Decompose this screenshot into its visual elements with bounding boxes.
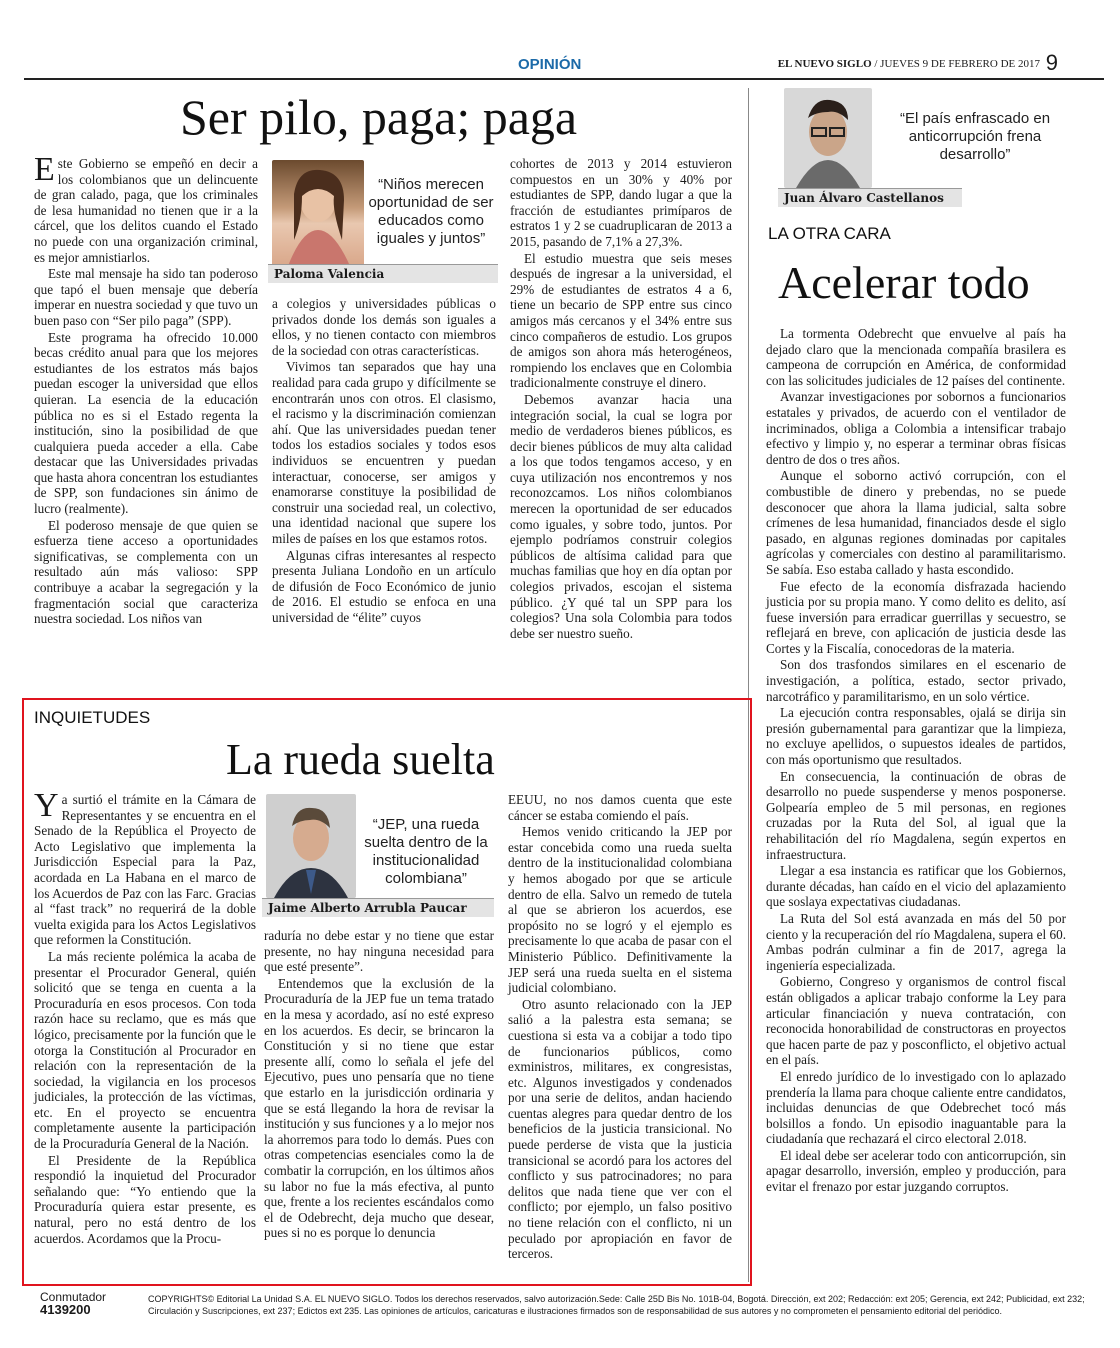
article1-p6: Vivimos tan separados que hay una realidad para cada grupo y difícilmente se encontrarán unos con otros. El clasismo, el racismo y la discriminación comienzan ahí. Que las universidades puedan tener todos los estadios sociales y todos esos individuos se encuentren y puedan interactuar, conocerse, ser amigos y enamorarse constituye la posibilidad de construir una sociedad real, un colectivo, una identidad nacional que supere los miles de países en los que estamos rotos. <box>272 359 496 546</box>
article2-p6: La ejecución contra responsables, ojalá se dirija sin presión gubernamental para garantizar que la limpieza, no excluye apellidos, o supuestos ideales de partidos, con más oportunismo que resultados. <box>766 705 1066 768</box>
article2-p11: El enredo jurídico de lo investigado con lo aplazado prendería la llama para choque caliente entre candidatos, incluidas denuncias de que Odebrechet tocó más bolsillos a fondo. Un episodio inaguantable para la ciudadanía que rechazará el circo electoral 2.018. <box>766 1068 1066 1147</box>
article3-photo <box>266 794 356 898</box>
article1-col2 <box>272 296 496 626</box>
copyright-text: COPYRIGHTS© Editorial La Unidad S.A. EL NUEVO SIGLO. Todos los derechos reservados, salvo autorización.Sede: Calle 25D Bis No. 101B-04, Bogotá. Dirección, ext 202; Redacción: ext 205; Gerencia, ext 242; Publicidad, ext 232; Circulación y Suscripciones, ext 237; Edictos ext 235. Las opiniones de artículos, caricaturas e ilustraciones firmados son de responsabilidad de sus autores y no comprometen el pensamiento editorial del periódico. <box>148 1294 1085 1316</box>
article1-title: Ser pilo, paga; paga <box>180 89 578 145</box>
portrait-illustration <box>272 160 364 266</box>
masthead <box>778 58 1040 70</box>
article1-col1: Este Gobierno se empeñó en decir a los colombianos que un delincuente de gran calado, paga, que los criminales de lesa humanidad no tienen que ir a la cárcel, que los delitos cuando el Estado no puede con una organización criminal, es mejor amnistiarlos. Este mal mensaje ha sido tan poderoso que tapó el buen mensaje que debería imperar en nuestra sociedad y que tuvo un buen paso con “Ser pilo paga” (SPP). Este programa ha ofrecido 10.000 becas crédito anual para que los mejores estudiantes de los estratos más bajos puedan escoger la universidad que ellos quieran. La esencia de la educación pública no es si el Estado regenta la institución, sino la posibilidad de que cualquiera pueda acceder a ella. Cabe destacar que las Universidades privadas que hasta ahora concentran los estudiantes de SPP, son fundaciones sin ánimo de lucro (realmente). El poderoso mensaje de que quien se esfuerza tiene acceso a oportunidades significativas, se complementa con un resultado aún más valioso: SPP contribuye a acabar la segregación y la fragmentación social que caracteriza nuestra sociedad. Los niños van <box>34 151 258 627</box>
article3-col1: Ya surtió el trámite en la Cámara de Representantes y se encuentra en el Senado de la República el Proyecto de Acto Legislativo que implementa la Jurisdicción Especial para la Paz, acordada en La Habana en el marco de los Acuerdos de Paz con las Farc. Gracias al “fast track” no requerirá de la doble vuelta exigida para los Actos Legislativos que reformen la Constitución. La más reciente polémica la acaba de presentar el Procurador General, quién solicitó que se tenga en cuenta a la Procuraduría en esos procesos. Con toda razón hace su reclamo, que es más que lógico, precisamente por la función que le otorga la Constitución al Procurador en relación con la representación de la sociedad, la vigilancia en los procesos judiciales, la protección de las víctimas, etc. En el proyecto se encuentra completamente ausente la participación de la Procuraduría General de la Nación. El Presidente de la República respondió la inquietud del Procurador señalando que: “Yo entiendo que la Procuraduría quiera estar presente, es natural, pero no está dentro de los acuerdos. Acordamos que la Procu- <box>34 787 256 1246</box>
article1-p3: Este programa ha ofrecido 10.000 becas crédito anual para que los mejores estudiantes de los estratos más bajos puedan escoger la universidad que ellos quieran. La esencia de la educación pública no es si el Estado regenta la institución, sino la posibilidad de que cualquiera pueda acceder a ella. Cabe destacar que las Universidades privadas que hasta ahora concentran los estudiantes de SPP, son fundaciones sin ánimo de lucro (realmente). <box>34 329 258 517</box>
article3-kicker: INQUIETUDES <box>34 708 151 727</box>
article3-p4: raduría no debe estar y no tiene que estar presente, no hay ninguna necesidad para que esté presente”. <box>264 928 494 975</box>
switchboard-number: 4139200 <box>40 1302 91 1317</box>
article1-p8: cohortes de 2013 y 2014 estuvieron compuestos en un 30% y 40% por estudiantes de SPP, dando lugar a que la fracción de estudiantes primíparos de estratos 1 y 2 se cuadruplicaran de 2013 a 2015, pasando de 7,1% a 27,3%. <box>510 156 732 249</box>
article3-col3 <box>508 792 732 1263</box>
article2-p2: Avanzar investigaciones por sobornos a funcionarios estatales y privados, de acuerdo con el ventilador de incriminados, obliga a Colombia a intensificar trabajo efectivo y limpio y, no esperar a terminar obras físicas dentro de dos o tres años. <box>766 389 1066 467</box>
article1-p5: a colegios y universidades públicas o privados donde los demás son iguales a ellos, y no tienen contacto con miembros de la sociedad con otras características. <box>272 296 496 358</box>
article2-p10: Gobierno, Congreso y organismos de control fiscal están obligados a aplicar trabajo conforme la Ley para articular financiación y nueva contratación, con reconocida honorabilidad de constructoras en proyectos que hacen parte de paz y posconflicto, el objetivo actual en el país. <box>766 974 1066 1068</box>
article1-p2: Este mal mensaje ha sido tan poderoso que tapó el buen mensaje que debería imperar en nuestra sociedad y que tuvo un buen paso con “Ser pilo paga” (SPP). <box>34 266 258 328</box>
article3-title: La rueda suelta <box>226 735 495 784</box>
article1-p7: Algunas cifras interesantes al respecto presenta Juliana Londoño en un artículo de difusión de Foco Económico de junio de 2016. El estudio se enfoca en una universidad de “élite” cuyos <box>272 547 496 625</box>
article1-p9: El estudio muestra que seis meses después de ingresar a la universidad, el 29% de estudiantes de estratos 4 a 6, tiene un becario de SPP entre sus cinco amigos más cercanos y el 34% entre sus cinco compañeros de estudio. Los grupos de amigos son ahora más heterogéneos, rompiendo los enclaves que en Colombia tradicionalmente construye el dinero. <box>510 250 732 391</box>
article2-p12: El ideal debe ser acelerar todo con anticorrupción, sin apagar desarrollo, inversión, empleo y producción, para evitar el frenazo por estar juzgando corruptos. <box>766 1147 1066 1195</box>
page-number: 9 <box>1045 50 1058 75</box>
article1-photo <box>272 160 364 266</box>
header-rule <box>24 78 1104 80</box>
article3-p2: La más reciente polémica la acaba de presentar el Procurador General, quién solicitó que se tenga en cuenta a la Procuraduría en esos procesos. Con toda razón hace su reclamo, que es más que lógico, precisamente por la función que le otorga la Constitución al Procurador en relación con la representación de la sociedad, la vigilancia en los procesos judiciales, la protección de las víctimas, etc. En el proyecto se encuentra completamente ausente la participación de la Procuraduría General de la Nación. <box>34 948 256 1152</box>
article3-author-bar: Jaime Alberto Arrubla Paucar <box>262 898 494 917</box>
article2-body <box>766 326 1066 1196</box>
article2-p9: La Ruta del Sol está avanzada en más del 50 por ciento y la recuperación del río Magdalena, supera el 60. Ambas podrán culminar a fin de 2017, agrega la ingeniería especializada. <box>766 910 1066 973</box>
article3-p8: Otro asunto relacionado con la JEP salió a la palestra esta semana; se cuestiona si esta va a cobijar a todo tipo de funcionarios públicos, como exministros, militares, ex congresistas, etc. Algunos investigados y condenados por una serie de delitos, andan haciendo cuentas alegres para quedar dentro de los beneficios de la justicia transicional. No puede perderse de vista que la justicia transicional se acordó para los actores del conflicto y sus patrocinadores; no para delitos que nada tiene que ver con el conflicto; por ejemplo, un falso positivo no tiene relación con el conflicto, ni un peculado por apropiación en favor de terceros. <box>508 996 732 1262</box>
issue-date: / JUEVES 9 DE FEBRERO DE 2017 <box>874 58 1040 70</box>
article3-p7: Hemos venido criticando la JEP por estar concebida como una rueda suelta dentro de la institucionalidad colombiana y hemos abogado por que se articule dentro de ella. Salvo un remedo de tutela al que se abrieron los acuerdos, ese propósito no se logró y el ejemplo es precisamente lo que acaba de pasar con el Ministerio Público. Definitivamente la JEP será una rueda suelta en el sistema judicial colombiano. <box>508 824 732 996</box>
article2-p8: Llegar a esa instancia es ratificar que los Gobiernos, durante décadas, han caído en el vicio del aplazamiento que soslaya expectativas ciudadanas. <box>766 863 1066 910</box>
section-name: OPINIÓN <box>518 56 582 73</box>
article1-p4: El poderoso mensaje de que quien se esfuerza tiene acceso a oportunidades significativas, se complementa con un resultado aún más valioso: SPP contribuye a acabar la segregación y la fragmentación social que caracteriza nuestra sociedad. Los niños van <box>34 517 258 627</box>
article2-p7: En consecuencia, la continuación de obras de desarrollo no puede suspenderse y menos posponerse. Golpearía empleo de 5 mil personas, en regiones cruzadas por la Ruta del Sol, al igual que la rehabilitación del río Magdalena, según expertos en infraestructura. <box>766 768 1066 862</box>
article2-p5: Son dos trasfondos similares en el escenario de investigación, a política, estado, sector privado, narcotráfico y paramilitarismo, en un solo vértice. <box>766 657 1066 704</box>
portrait-illustration <box>266 794 356 898</box>
portrait-illustration <box>784 88 872 188</box>
article1-col3 <box>510 156 732 642</box>
article3-p3: El Presidente de la República respondió la inquietud del Procurador señalando que: “Yo entiendo que la Procuraduría quiera estar presente, es natural, pero no está dentro de los acuerdos. Acordamos que la Procu- <box>34 1152 256 1246</box>
article2-kicker: LA OTRA CARA <box>768 224 891 243</box>
article1-pullquote: “Niños merecen oportunidad de ser educados como iguales y juntos” <box>368 176 494 247</box>
article3-p5: Entendemos que la exclusión de la Procuraduría de la JEP fue un tema tratado en la mesa y acordado, así no esté expreso en los acuerdos. Es decir, se brincaron la Constitución y si no tiene que estar presente allí, como lo señala el jefe del Ejecutivo, pues uno pensaría que no tiene que estarlo en la jurisdicción ordinaria y que se está llegando la hora de revisar la institución y sus funciones y a lo mejor nos la ahorremos para todo lo demás. Pues con otras competencias esenciales como la de combatir la corrupción, en los últimos años su labor no fue la más efectiva, al punto que, frente a los recientes escándalos como el de Odebrecht, deja mucho que desear, pues si no es porque lo denuncia <box>264 975 494 1241</box>
article3-pullquote: “JEP, una rueda suelta dentro de la institucionalidad colombiana” <box>364 816 488 887</box>
switchboard-label: Conmutador <box>40 1290 107 1304</box>
article1-p1: ste Gobierno se empeñó en decir a los colombianos que un delincuente de gran calado, paga, que los criminales de lesa humanidad no tienen que ir a la cárcel, que los delitos cuando el Estado no puede con una organización criminal, es mejor amnistiarlos. <box>34 156 258 265</box>
article3-p1: a surtió el trámite en la Cámara de Representantes y se encuentra en el Senado de la República el Proyecto de Acto Legislativo que implementa la Jurisdicción Especial para la Paz, acordada en La Habana en el marco de los Acuerdos de Paz con las Farc. Gracias al “fast track” no requerirá de la doble vuelta exigida para los Actos Legislativos que reformen la Constitución. <box>34 792 256 948</box>
article2-p3: Aunque el soborno activó corrupción, con el combustible de dinero y prebendas, no se puede desconocer que ahora la llama judicial, salta sobre crímenes de lesa humanidad, financiados desde el siglo pasado, en algunas regiones dominadas por capitales agrícolas y comerciales con destino al paramilitarismo. Se sabía. Eso estaba callado y hasta escondido. <box>766 468 1066 577</box>
article1-p10: Debemos avanzar hacia una integración social, la cual se logra por medio de verdaderos bienes públicos, es decir bienes públicos de muy alta calidad a los que todos tengamos acceso, y en cuya utilización nos encontremos y nos reconozcamos. Los niños colombianos merecen la oportunidad de ser educados como iguales, y sobre todo, juntos. Por ejemplo podríamos construir colegios públicos de altísima calidad para que muchas familias que hoy en día optan por colegios privados, escojan el sistema público. ¿Y qué tal un SPP para los colegios? Una sola Colombia para todos debe ser nuestro sueño. <box>510 391 732 641</box>
article2-p4: Fue efecto de la economía disfrazada haciendo justicia por su propia mano. Y como delito es delito, así fuese inversión para erradicar guerrillas y secuestro, se reflejará en breve, con aplicación de justicia desde las Cortes y la Fiscalía, conocedoras de la materia. <box>766 578 1066 656</box>
article1-author-bar: Paloma Valencia <box>268 264 498 283</box>
paper-name: EL NUEVO SIGLO <box>777 58 872 70</box>
article2-photo <box>784 88 872 188</box>
article3-col2 <box>264 928 494 1242</box>
article2-author-bar: Juan Álvaro Castellanos <box>778 188 962 207</box>
article2-pullquote: “El país enfrascado en anticorrupción frena desarrollo” <box>899 110 1051 163</box>
article2-title: Acelerar todo <box>778 257 1030 308</box>
article3-p6: EEUU, no nos damos cuenta que este cáncer se estaba comiendo el país. <box>508 792 732 823</box>
article2-p1: La tormenta Odebrecht que envuelve al país ha dejado claro que la mencionada compañía brasilera es campeona de corrupción en América, de conformidad con las solicitudes judiciales de 12 países del continente. <box>766 326 1066 388</box>
